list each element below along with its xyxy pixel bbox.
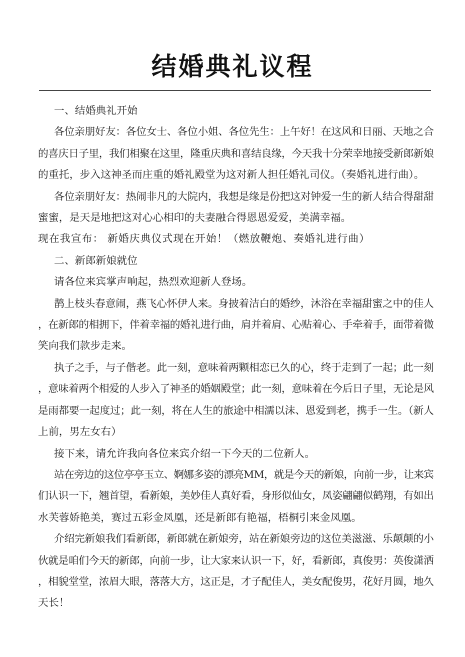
paragraph-line: 站在旁边的这位亭亭玉立、婀娜多姿的漂亮MM，就是今天的新娘，向前一步，让来宾 xyxy=(54,468,434,481)
paragraph-line: 各位亲朋好友：热闹非凡的大院内，我想是缘是份把这对钟爱一生的新人结合得甜甜 xyxy=(54,190,434,203)
paragraph-line: 天长！ xyxy=(38,597,70,610)
paragraph xyxy=(54,251,434,272)
paragraph-line: 现在我宣布： 新婚庆典仪式现在开始！（燃放鞭炮、奏婚礼进行曲） xyxy=(38,233,371,246)
paragraph-line: 介绍完新娘我们看新郎，新郎就在新娘旁，站在新娘旁边的这位美滋滋、乐颠颠的小 xyxy=(54,533,434,546)
paragraph-line: 执子之手，与子偕老。此一刻，意味着两颗相恋已久的心，终于走到了一起；此一刻 xyxy=(54,361,434,374)
paragraph xyxy=(38,187,434,230)
paragraph xyxy=(54,444,434,465)
paragraph xyxy=(38,465,434,529)
paragraph-line: 蜜蜜，是天是地把这对心心相印的夫妻融合得恩恩爱爱，美满幸福。 xyxy=(38,212,352,225)
paragraph-line: 伙就是咱们今天的新郎，向前一步，让大家来认识一下，好，看新郎，真俊男：英俊潇洒 xyxy=(38,554,434,567)
paragraph-line: ，相貌堂堂，浓眉大眼，落落大方，这正是，才子配佳人，美女配俊男，花好月圆，地久 xyxy=(38,575,434,588)
paragraph-line: 二、新郎新娘就位 xyxy=(54,254,138,267)
paragraph-line: 各位亲朋好友：各位女士、各位小姐、各位先生：上午好！在这风和日丽、天地之合 xyxy=(54,126,434,139)
paragraph-line: 鹊上枝头春意闹，燕飞心怀伊人来。身披着洁白的婚纱，沐浴在幸福甜蜜之中的佳人 xyxy=(54,297,434,310)
paragraph xyxy=(38,294,434,358)
paragraph xyxy=(54,101,434,122)
paragraph-line: 一、结婚典礼开始 xyxy=(54,105,138,117)
paragraph-line: 是雨都要一起度过；此一刻，将在人生的旅途中相濡以沫、恩爱到老，携手一生。（新人 xyxy=(38,404,434,417)
paragraph xyxy=(38,529,434,615)
paragraph-line: ，在新郎的相拥下，伴着幸福的婚礼进行曲，肩并着肩、心贴着心、手牵着手，面带着微 xyxy=(38,319,434,332)
paragraph xyxy=(38,122,434,186)
paragraph-line: 接下来，请允许我向各位来宾介绍一下今天的二位新人。 xyxy=(54,447,316,460)
paragraph-line: 上前，男左女右） xyxy=(38,426,122,439)
paragraph xyxy=(54,272,434,293)
paragraph-line: 笑向我们款步走来。 xyxy=(38,340,132,353)
paragraph-line: 们认识一下，翘首望，看新娘，美妙佳人真好看，身形似仙女，凤姿翩翩似鹤翔，有如出 xyxy=(38,490,434,503)
document-body xyxy=(38,101,434,615)
paragraph-line: ，意味着两个相爱的人步入了神圣的婚姻殿堂；此一刻，意味着在今后日子里，无论是风 xyxy=(38,383,434,396)
paragraph-line: 请各位来宾掌声响起，热烈欢迎新人登场。 xyxy=(54,276,253,289)
paragraph xyxy=(38,358,434,444)
paragraph xyxy=(38,229,434,250)
page-title: 结婚典礼议程 xyxy=(151,52,314,81)
title-underline xyxy=(39,90,431,91)
paragraph-line: 水芙蓉娇艳美，赛过五彩金凤凰，还是新郎有艳福，梧桐引来金凤凰。 xyxy=(38,511,362,524)
paragraph-line: 的喜庆日子里，我们相聚在这里，隆重庆典和喜结良缘，今天我十分荣幸地接受新郎新娘 xyxy=(38,147,434,160)
paragraph-line: 的重托，步入这神圣而庄重的婚礼殿堂为这对新人担任婚礼司仪。（奏婚礼进行曲）。 xyxy=(38,169,425,182)
